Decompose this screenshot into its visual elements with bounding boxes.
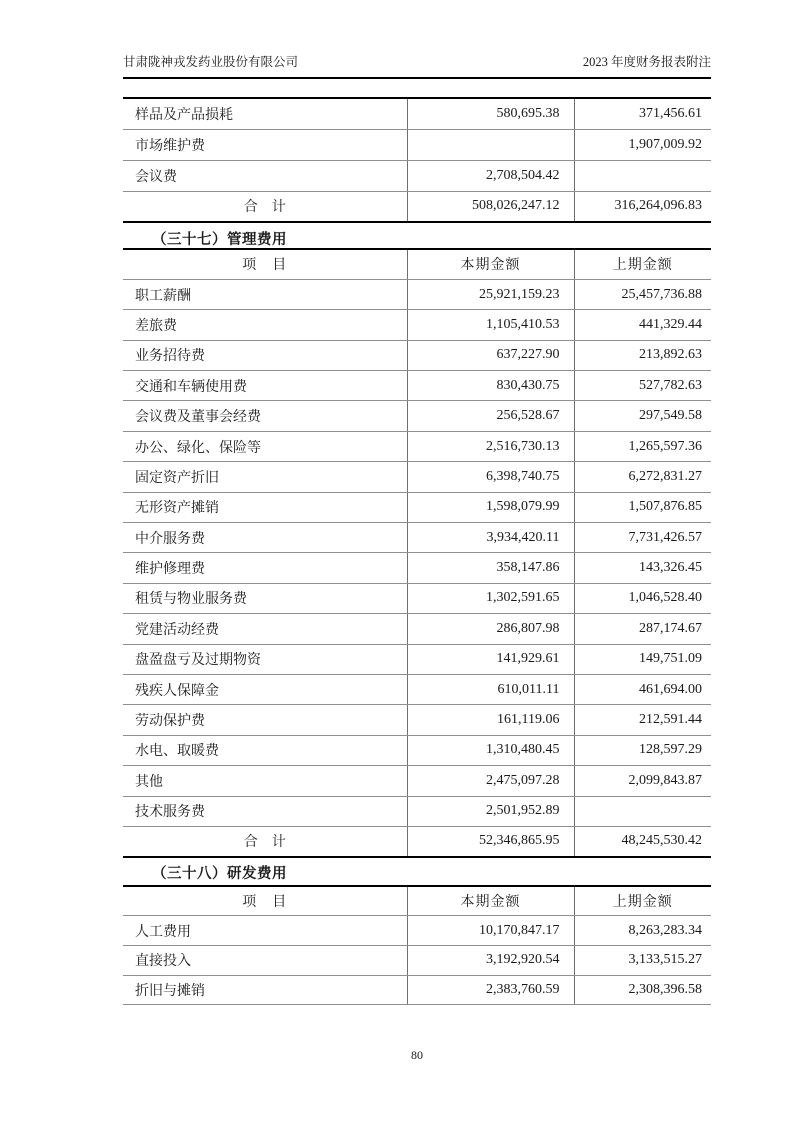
prior-amount-cell: 6,272,831.27 [574,462,711,492]
current-amount-cell: 6,398,740.75 [407,462,574,492]
item-cell: 维护修理费 [123,553,407,583]
prior-amount-cell: 1,507,876.85 [574,492,711,522]
table-row [123,916,711,946]
item-cell: 差旅费 [123,310,407,340]
prior-amount-cell: 527,782.63 [574,371,711,401]
column-header-current-amount: 本期金额 [407,249,574,279]
prior-amount-cell: 128,597.29 [574,735,711,765]
column-header-prior-amount: 上期金额 [574,249,711,279]
column-header-prior-amount: 上期金额 [574,886,711,916]
current-amount-cell: 2,383,760.59 [407,975,574,1005]
table-row [123,523,711,553]
item-cell: 业务招待费 [123,340,407,370]
item-cell: 劳动保护费 [123,705,407,735]
item-cell: 其他 [123,766,407,796]
prior-amount-cell: 8,263,283.34 [574,916,711,946]
prior-amount-cell: 143,326.45 [574,553,711,583]
prior-amount-cell: 461,694.00 [574,674,711,704]
item-cell: 会议费 [123,160,407,191]
prior-amount-cell: 371,456.61 [574,98,711,129]
item-cell: 固定资产折旧 [123,462,407,492]
item-cell: 无形资产摊销 [123,492,407,522]
current-amount-cell: 2,501,952.89 [407,796,574,826]
item-cell: 样品及产品损耗 [123,98,407,129]
item-cell: 技术服务费 [123,796,407,826]
prior-amount-cell: 48,245,530.42 [574,826,711,856]
item-cell: 折旧与摊销 [123,975,407,1005]
item-cell: 职工薪酬 [123,279,407,309]
item-cell: 中介服务费 [123,523,407,553]
table-row [123,492,711,522]
item-cell: 人工费用 [123,916,407,946]
current-amount-cell: 286,807.98 [407,614,574,644]
table-row [123,462,711,492]
item-cell: 办公、绿化、保险等 [123,431,407,461]
prior-amount-cell: 213,892.63 [574,340,711,370]
table-row [123,614,711,644]
table-row [123,644,711,674]
current-amount-cell: 1,310,480.45 [407,735,574,765]
section-title-admin-expense: （三十七）管理费用 [152,232,287,248]
column-header-current-amount: 本期金额 [407,886,574,916]
table-row [123,766,711,796]
table-row [123,553,711,583]
current-amount-cell: 1,105,410.53 [407,310,574,340]
current-amount-cell: 1,598,079.99 [407,492,574,522]
item-cell: 合 计 [123,191,407,222]
prior-amount-cell: 1,046,528.40 [574,583,711,613]
table-header-row [123,886,711,916]
current-amount-cell: 580,695.38 [407,98,574,129]
item-cell: 盘盈盘亏及过期物资 [123,644,407,674]
column-header-item: 项 目 [123,886,407,916]
prior-amount-cell: 1,265,597.36 [574,431,711,461]
report-title: 2023 年度财务报表附注 [582,55,711,69]
column-header-item: 项 目 [123,249,407,279]
table-row [123,431,711,461]
prior-amount-cell: 25,457,736.88 [574,279,711,309]
table-row [123,401,711,431]
current-amount-cell: 830,430.75 [407,371,574,401]
selling-expense-table [123,97,711,223]
table-row [123,735,711,765]
prior-amount-cell: 297,549.58 [574,401,711,431]
prior-amount-cell: 287,174.67 [574,614,711,644]
total-row [123,826,711,856]
table-row [123,796,711,826]
table-row [123,674,711,704]
current-amount-cell [407,129,574,160]
item-cell: 直接投入 [123,945,407,975]
item-cell: 残疾人保障金 [123,674,407,704]
table-row [123,279,711,309]
current-amount-cell: 358,147.86 [407,553,574,583]
current-amount-cell: 3,934,420.11 [407,523,574,553]
prior-amount-cell [574,160,711,191]
table-row [123,129,711,160]
current-amount-cell: 2,516,730.13 [407,431,574,461]
item-cell: 交通和车辆使用费 [123,371,407,401]
prior-amount-cell: 316,264,096.83 [574,191,711,222]
current-amount-cell: 52,346,865.95 [407,826,574,856]
prior-amount-cell: 212,591.44 [574,705,711,735]
item-cell: 租赁与物业服务费 [123,583,407,613]
current-amount-cell: 25,921,159.23 [407,279,574,309]
prior-amount-cell: 2,099,843.87 [574,766,711,796]
current-amount-cell: 141,929.61 [407,644,574,674]
current-amount-cell: 2,475,097.28 [407,766,574,796]
table-row [123,945,711,975]
prior-amount-cell: 1,907,009.92 [574,129,711,160]
item-cell: 市场维护费 [123,129,407,160]
table-row [123,340,711,370]
current-amount-cell: 161,119.06 [407,705,574,735]
item-cell: 水电、取暖费 [123,735,407,765]
prior-amount-cell [574,796,711,826]
table-row [123,705,711,735]
section-title-rd-expense: （三十八）研发费用 [152,866,287,882]
prior-amount-cell: 149,751.09 [574,644,711,674]
page-header [123,54,711,79]
item-cell: 合 计 [123,826,407,856]
table-row [123,371,711,401]
admin-expense-table [123,248,711,858]
rd-expense-table [123,885,711,1005]
table-row [123,310,711,340]
company-name: 甘肃陇神戎发药业股份有限公司 [123,55,299,69]
current-amount-cell: 256,528.67 [407,401,574,431]
table-row [123,160,711,191]
current-amount-cell: 1,302,591.65 [407,583,574,613]
current-amount-cell: 610,011.11 [407,674,574,704]
current-amount-cell: 3,192,920.54 [407,945,574,975]
prior-amount-cell: 441,329.44 [574,310,711,340]
prior-amount-cell: 7,731,426.57 [574,523,711,553]
table-row [123,975,711,1005]
prior-amount-cell: 2,308,396.58 [574,975,711,1005]
item-cell: 会议费及董事会经费 [123,401,407,431]
page-number: 80 [411,1048,423,1062]
item-cell: 党建活动经费 [123,614,407,644]
table-row [123,583,711,613]
current-amount-cell: 10,170,847.17 [407,916,574,946]
table-header-row [123,249,711,279]
current-amount-cell: 508,026,247.12 [407,191,574,222]
table-row [123,98,711,129]
total-row [123,191,711,222]
current-amount-cell: 637,227.90 [407,340,574,370]
prior-amount-cell: 3,133,515.27 [574,945,711,975]
current-amount-cell: 2,708,504.42 [407,160,574,191]
